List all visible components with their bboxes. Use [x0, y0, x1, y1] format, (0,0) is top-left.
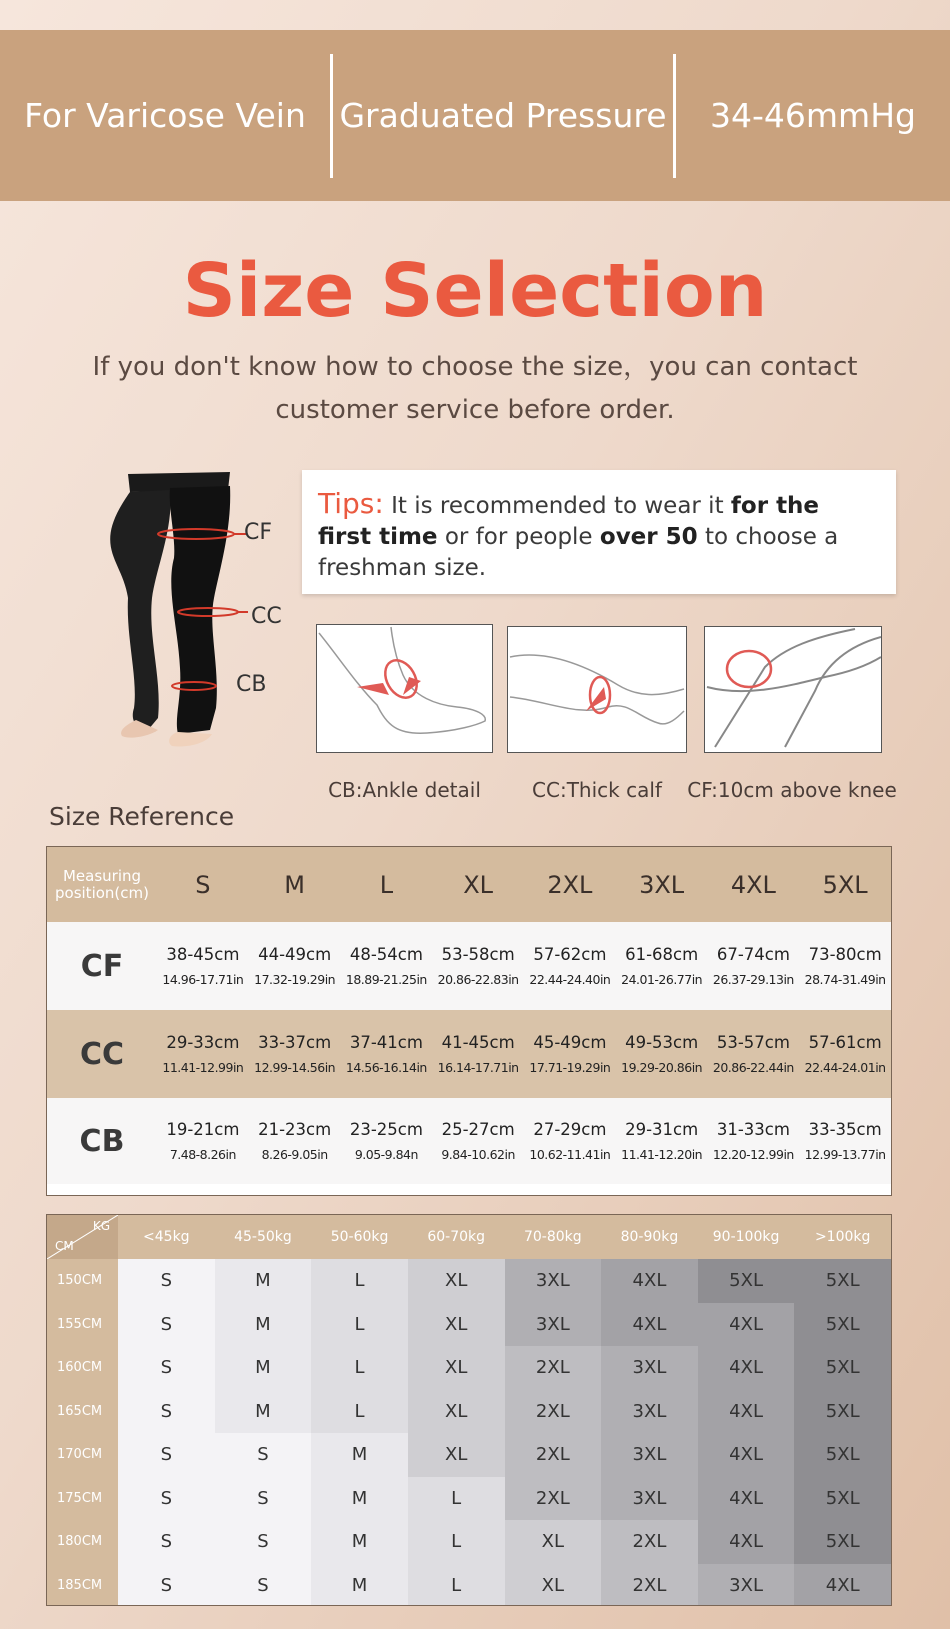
banner-item-pressure: Graduated Pressure — [339, 96, 667, 135]
size-cell: 4XL — [698, 1346, 795, 1390]
cm-value: 44-49cm — [258, 945, 332, 964]
height-label: 180CM — [47, 1520, 118, 1564]
measurement-cell — [708, 1120, 800, 1162]
inch-value: 12.20-12.99in — [712, 1147, 794, 1162]
inch-value: 19.29-20.86in — [621, 1060, 703, 1075]
cm-value: 33-37cm — [258, 1033, 332, 1052]
table-corner — [47, 1215, 118, 1259]
inch-value: 14.96-17.71in — [162, 972, 244, 987]
size-cell: 4XL — [698, 1520, 795, 1564]
table-row — [47, 1564, 891, 1607]
cm-value: 49-53cm — [625, 1033, 699, 1052]
inch-value: 7.48-8.26in — [169, 1147, 236, 1162]
row-label: CB — [79, 1123, 125, 1159]
cm-value: 29-33cm — [166, 1033, 240, 1052]
inch-value: 20.86-22.44in — [712, 1060, 794, 1075]
size-cell: XL — [505, 1520, 602, 1564]
page-subtitle — [60, 346, 890, 432]
size-cell: S — [118, 1390, 215, 1434]
height-label: 165CM — [47, 1390, 118, 1434]
size-cell: 3XL — [601, 1390, 698, 1434]
measurement-cell — [616, 945, 708, 987]
size-cell: 2XL — [601, 1564, 698, 1607]
cm-value: 37-41cm — [349, 1033, 423, 1052]
measurement-cell — [799, 1120, 891, 1162]
inch-value: 12.99-14.56in — [254, 1060, 336, 1075]
inch-value: 28.74-31.49in — [804, 972, 886, 987]
size-cell: M — [311, 1433, 408, 1477]
inch-value: 17.32-19.29in — [254, 972, 336, 987]
inch-value: 24.01-26.77in — [621, 972, 703, 987]
size-header: M — [284, 870, 305, 899]
size-cell: 2XL — [505, 1346, 602, 1390]
leg-label-cc: CC — [251, 604, 282, 629]
measurement-cell — [249, 1120, 341, 1162]
cm-value: 45-49cm — [533, 1033, 607, 1052]
table-row — [47, 1433, 891, 1477]
banner-item-mmhg: 34-46mmHg — [710, 96, 916, 135]
inch-value: 26.37-29.13in — [712, 972, 794, 987]
weight-header: 45-50kg — [234, 1229, 292, 1245]
inch-value: 10.62-11.41in — [529, 1147, 611, 1162]
cm-value: 41-45cm — [441, 1033, 515, 1052]
measurement-cell — [249, 1033, 341, 1075]
inch-value: 9.84-10.62in — [441, 1147, 515, 1162]
size-cell: 5XL — [794, 1259, 891, 1303]
measurement-cell — [249, 945, 341, 987]
size-cell: XL — [408, 1259, 505, 1303]
size-cell: S — [118, 1564, 215, 1607]
measurement-cell — [157, 1120, 249, 1162]
height-label: 170CM — [47, 1433, 118, 1477]
size-cell: 5XL — [794, 1346, 891, 1390]
size-header: 5XL — [822, 870, 868, 899]
measurement-cell — [157, 945, 249, 987]
measurement-cell — [157, 1033, 249, 1075]
measurement-cell — [341, 1033, 433, 1075]
height-label: 150CM — [47, 1259, 118, 1303]
weight-header: 50-60kg — [330, 1229, 389, 1245]
knee-icon — [705, 627, 881, 752]
measurement-cell — [432, 1033, 524, 1075]
size-cell: S — [215, 1564, 312, 1607]
cm-value: 38-45cm — [166, 945, 240, 964]
weight-header-row — [47, 1215, 891, 1259]
calf-icon — [508, 627, 686, 752]
weight-header: >100kg — [814, 1229, 871, 1245]
size-cell: 2XL — [601, 1520, 698, 1564]
ankle-icon — [317, 625, 492, 752]
weight-header: 80-90kg — [620, 1229, 679, 1245]
cm-value: 29-31cm — [625, 1120, 699, 1139]
row-label: CC — [79, 1036, 125, 1072]
inch-value: 16.14-17.71in — [437, 1060, 519, 1075]
tips-text: It is recommended to wear it — [383, 493, 731, 519]
ankle-diagram — [316, 624, 493, 753]
size-cell: 4XL — [601, 1303, 698, 1347]
cm-value: 61-68cm — [625, 945, 699, 964]
size-cell: 4XL — [698, 1390, 795, 1434]
size-cell: 3XL — [505, 1259, 602, 1303]
leg-label-cf: CF — [244, 520, 273, 545]
inch-value: 11.41-12.99in — [162, 1060, 244, 1075]
size-cell: M — [215, 1259, 312, 1303]
table-row — [47, 1303, 891, 1347]
knee-diagram — [704, 626, 882, 753]
size-cell: XL — [408, 1433, 505, 1477]
measurement-cell — [524, 1033, 616, 1075]
weight-header: <45kg — [143, 1229, 190, 1245]
subtitle-line: If you don't know how to choose the size，you can contact — [92, 352, 858, 382]
size-cell: S — [118, 1433, 215, 1477]
measurement-cell — [616, 1120, 708, 1162]
size-cell: S — [118, 1303, 215, 1347]
measurement-cell — [432, 945, 524, 987]
measurement-cell — [708, 1033, 800, 1075]
height-label: 160CM — [47, 1346, 118, 1390]
table-row — [47, 1098, 891, 1184]
size-cell: M — [215, 1303, 312, 1347]
size-cell: 5XL — [794, 1433, 891, 1477]
cm-value: 53-58cm — [441, 945, 515, 964]
cm-value: 57-62cm — [533, 945, 607, 964]
tips-bold: for the first time — [318, 493, 820, 550]
measurement-cell — [799, 945, 891, 987]
height-weight-table — [46, 1214, 892, 1606]
size-cell: 3XL — [601, 1346, 698, 1390]
inch-value: 22.44-24.40in — [529, 972, 611, 987]
size-cell: M — [311, 1520, 408, 1564]
size-cell: M — [311, 1564, 408, 1607]
weight-header: 70-80kg — [523, 1229, 582, 1245]
size-cell: 2XL — [505, 1390, 602, 1434]
size-reference-title: Size Reference — [49, 802, 235, 831]
size-reference-table — [46, 846, 892, 1196]
subtitle-line: customer service before order. — [275, 395, 675, 425]
size-cell: S — [215, 1520, 312, 1564]
size-cell: 3XL — [601, 1433, 698, 1477]
inch-value: 8.26-9.05in — [261, 1147, 328, 1162]
size-cell: 3XL — [698, 1564, 795, 1607]
size-cell: L — [408, 1520, 505, 1564]
table-row — [47, 1477, 891, 1521]
size-cell: L — [408, 1564, 505, 1607]
size-cell: 5XL — [794, 1303, 891, 1347]
weight-header: 60-70kg — [427, 1229, 486, 1245]
corner-cm-label: CM — [55, 1239, 74, 1253]
measurement-cell — [524, 945, 616, 987]
inch-value: 18.89-21.25in — [345, 972, 427, 987]
size-cell: 5XL — [794, 1477, 891, 1521]
cm-value: 31-33cm — [716, 1120, 790, 1139]
tips-heading: Tips: — [318, 487, 384, 520]
size-cell: 3XL — [505, 1303, 602, 1347]
size-cell: M — [311, 1477, 408, 1521]
size-cell: L — [408, 1477, 505, 1521]
size-cell: S — [118, 1520, 215, 1564]
size-cell: S — [118, 1259, 215, 1303]
measurement-cell — [708, 945, 800, 987]
height-label: 155CM — [47, 1303, 118, 1347]
tips-text: to choose a freshman size. — [318, 524, 839, 581]
banner-item-varicose: For Varicose Vein — [24, 96, 306, 135]
size-header: XL — [463, 870, 494, 899]
table-row — [47, 1259, 891, 1303]
size-cell: L — [311, 1303, 408, 1347]
cm-value: 67-74cm — [716, 945, 790, 964]
table-row — [47, 922, 891, 1010]
size-cell: 5XL — [794, 1520, 891, 1564]
tips-box — [302, 470, 896, 594]
size-header: S — [195, 870, 211, 899]
size-header: L — [379, 870, 394, 899]
size-header: 3XL — [639, 870, 685, 899]
measurement-cell — [616, 1033, 708, 1075]
size-cell: S — [118, 1346, 215, 1390]
tips-bold: over 50 — [599, 524, 698, 550]
measurement-cell — [524, 1120, 616, 1162]
measuring-position-header — [47, 868, 157, 902]
row-label: CF — [80, 948, 124, 984]
size-cell: 2XL — [505, 1477, 602, 1521]
cm-value: 19-21cm — [166, 1120, 240, 1139]
size-cell: S — [215, 1477, 312, 1521]
cm-value: 27-29cm — [533, 1120, 607, 1139]
size-header: 2XL — [547, 870, 593, 899]
inch-value: 9.05-9.84n — [354, 1147, 418, 1162]
size-cell: 5XL — [794, 1390, 891, 1434]
size-cell: 3XL — [601, 1477, 698, 1521]
size-cell: M — [215, 1390, 312, 1434]
cm-value: 33-35cm — [808, 1120, 882, 1139]
tips-text: or for people — [437, 524, 600, 550]
size-cell: S — [118, 1477, 215, 1521]
size-cell: 4XL — [698, 1433, 795, 1477]
cm-value: 73-80cm — [808, 945, 882, 964]
page-title: Size Selection — [182, 248, 768, 334]
cm-value: 53-57cm — [716, 1033, 790, 1052]
inch-value: 22.44-24.01in — [804, 1060, 886, 1075]
height-label: 185CM — [47, 1564, 118, 1607]
diagram-caption: CF:10cm above knee — [687, 778, 897, 802]
table-row — [47, 1390, 891, 1434]
size-cell: XL — [408, 1303, 505, 1347]
inch-value: 17.71-19.29in — [529, 1060, 611, 1075]
size-header: 4XL — [730, 870, 776, 899]
size-cell: 4XL — [794, 1564, 891, 1607]
cm-value: 48-54cm — [349, 945, 423, 964]
leg-label-cb: CB — [236, 672, 267, 697]
table-row — [47, 1520, 891, 1564]
size-cell: S — [215, 1433, 312, 1477]
inch-value: 14.56-16.14in — [345, 1060, 427, 1075]
height-label: 175CM — [47, 1477, 118, 1521]
size-cell: M — [215, 1346, 312, 1390]
calf-diagram — [507, 626, 687, 753]
size-cell: L — [311, 1259, 408, 1303]
size-cell: 2XL — [505, 1433, 602, 1477]
size-cell: L — [311, 1346, 408, 1390]
size-cell: 5XL — [698, 1259, 795, 1303]
measurement-cell — [341, 945, 433, 987]
inch-value: 11.41-12.20in — [621, 1147, 703, 1162]
table-row — [47, 1346, 891, 1390]
measurement-cell — [432, 1120, 524, 1162]
cm-value: 23-25cm — [349, 1120, 423, 1139]
inch-value: 12.99-13.77in — [804, 1147, 886, 1162]
cm-value: 25-27cm — [441, 1120, 515, 1139]
size-cell: L — [311, 1390, 408, 1434]
header-line: position(cm) — [55, 883, 149, 902]
size-cell: XL — [408, 1346, 505, 1390]
size-cell: XL — [505, 1564, 602, 1607]
cm-value: 57-61cm — [808, 1033, 882, 1052]
diagram-caption: CB:Ankle detail — [328, 778, 481, 802]
cm-value: 21-23cm — [258, 1120, 332, 1139]
table-row — [47, 1010, 891, 1098]
diagram-caption: CC:Thick calf — [532, 778, 662, 802]
measurement-cell — [799, 1033, 891, 1075]
size-cell: 4XL — [698, 1477, 795, 1521]
measurement-cell — [341, 1120, 433, 1162]
table-header-row — [47, 847, 891, 922]
header-line: Measuring — [62, 866, 142, 885]
inch-value: 20.86-22.83in — [437, 972, 519, 987]
corner-kg-label: KG — [92, 1219, 110, 1233]
stocking-leg-illustration — [70, 468, 300, 758]
size-cell: XL — [408, 1390, 505, 1434]
size-cell: 4XL — [601, 1259, 698, 1303]
size-cell: 4XL — [698, 1303, 795, 1347]
weight-header: 90-100kg — [712, 1229, 780, 1245]
top-banner — [0, 30, 950, 201]
